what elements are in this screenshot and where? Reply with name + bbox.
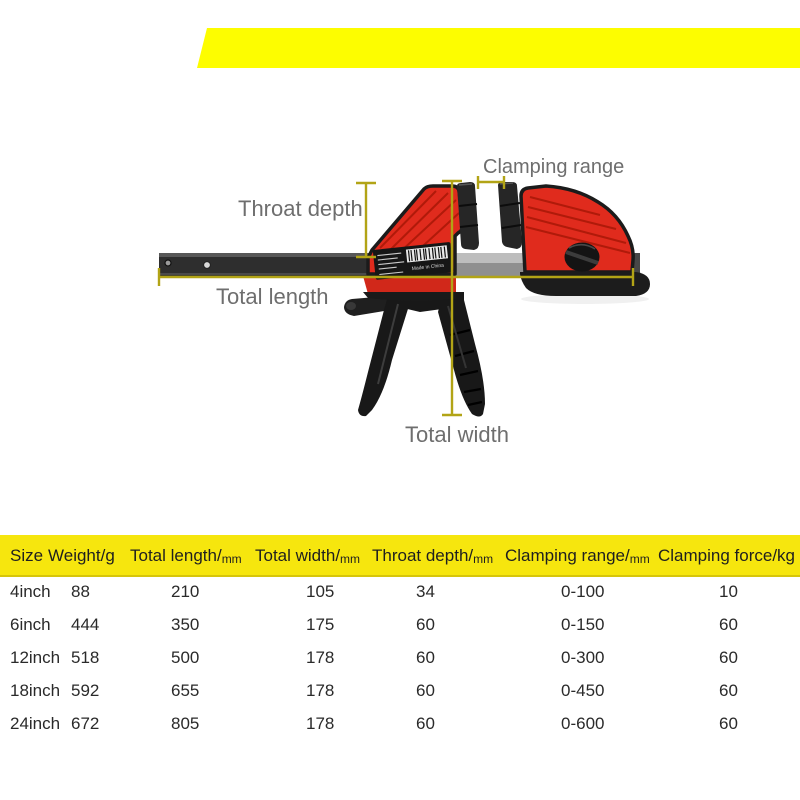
cell-total-width: 178: [306, 714, 335, 733]
cell-size: 18inch: [10, 681, 61, 700]
fixed-jaw-pad: [498, 182, 522, 249]
cell-clamping-range: 0-100: [561, 582, 605, 601]
cell-clamping-range: 0-450: [561, 681, 605, 700]
cell-size: 24inch: [10, 714, 61, 733]
cell-total-length: 805: [171, 714, 200, 733]
col-header-clamping-force: Clamping force/kg: [658, 546, 796, 565]
cell-weight: 88: [71, 582, 90, 601]
total-length-label: Total length: [216, 284, 329, 309]
cell-throat-depth: 60: [416, 681, 435, 700]
bar-hole: [204, 262, 211, 269]
cell-weight: 518: [71, 648, 100, 667]
trigger: [358, 296, 412, 416]
col-header-total-width: [255, 535, 360, 575]
handle-grip: [438, 296, 485, 417]
col-header-total-length: [130, 535, 242, 575]
cell-throat-depth: 60: [416, 714, 435, 733]
table-row: [0, 674, 800, 707]
cell-total-length: 210: [171, 582, 200, 601]
cell-weight: 444: [71, 615, 100, 634]
cell-total-width: 105: [306, 582, 335, 601]
table-row: [0, 641, 800, 674]
col-header-throat-depth-text: Throat depth/: [372, 546, 474, 565]
col-header-clamping-range: [505, 535, 650, 575]
table-row: [0, 575, 800, 608]
throat-depth-label: Throat depth: [238, 196, 363, 221]
cell-clamping-range: 0-300: [561, 648, 605, 667]
fixed-jaw: [521, 186, 633, 272]
cell-size: 12inch: [10, 648, 61, 667]
made-in-china-text: Made in China: [411, 262, 445, 273]
cell-total-width: 178: [306, 681, 335, 700]
cell-total-length: 350: [171, 615, 200, 634]
cell-weight: 672: [71, 714, 100, 733]
col-header-throat-depth-unit: mm: [473, 552, 494, 566]
total-width-label: Total width: [405, 422, 509, 447]
moving-jaw-housing: [363, 276, 456, 301]
cell-clamping-range: 0-150: [561, 615, 605, 634]
bar-hole: [165, 260, 171, 266]
col-header-size: Size: [10, 546, 44, 565]
cell-size: 6inch: [10, 615, 51, 634]
cell-clamping-force: 60: [719, 615, 738, 634]
clamping-range-label: Clamping range: [483, 156, 625, 178]
cell-total-length: 655: [171, 681, 200, 700]
cell-clamping-force: 60: [719, 714, 738, 733]
cell-clamping-force: 60: [719, 681, 738, 700]
fixed-jaw-base: [520, 272, 650, 296]
col-header-total-length-unit: mm: [221, 552, 242, 566]
col-header-total-width-text: Total width/: [255, 546, 341, 565]
spec-table-header: [0, 535, 800, 577]
cell-size: 4inch: [10, 582, 51, 601]
cell-total-length: 500: [171, 648, 200, 667]
cell-clamping-force: 60: [719, 648, 738, 667]
moving-jaw-pad: [457, 182, 479, 250]
cell-throat-depth: 60: [416, 648, 435, 667]
col-header-total-length-text: Total length/: [130, 546, 222, 565]
cell-clamping-force: 10: [719, 582, 738, 601]
cell-throat-depth: 60: [416, 615, 435, 634]
col-header-total-width-unit: mm: [340, 552, 361, 566]
col-header-throat-depth: [372, 535, 493, 575]
spec-table-body: [0, 575, 800, 740]
cell-weight: 592: [71, 681, 100, 700]
col-header-weight: Weight/g: [48, 546, 115, 565]
cell-total-width: 175: [306, 615, 335, 634]
table-row: [0, 707, 800, 740]
table-row: [0, 608, 800, 641]
col-header-clamping-range-unit: mm: [629, 552, 650, 566]
cell-clamping-range: 0-600: [561, 714, 605, 733]
cell-throat-depth: 34: [416, 582, 435, 601]
col-header-clamping-range-text: Clamping range/: [505, 546, 630, 565]
cell-total-width: 178: [306, 648, 335, 667]
